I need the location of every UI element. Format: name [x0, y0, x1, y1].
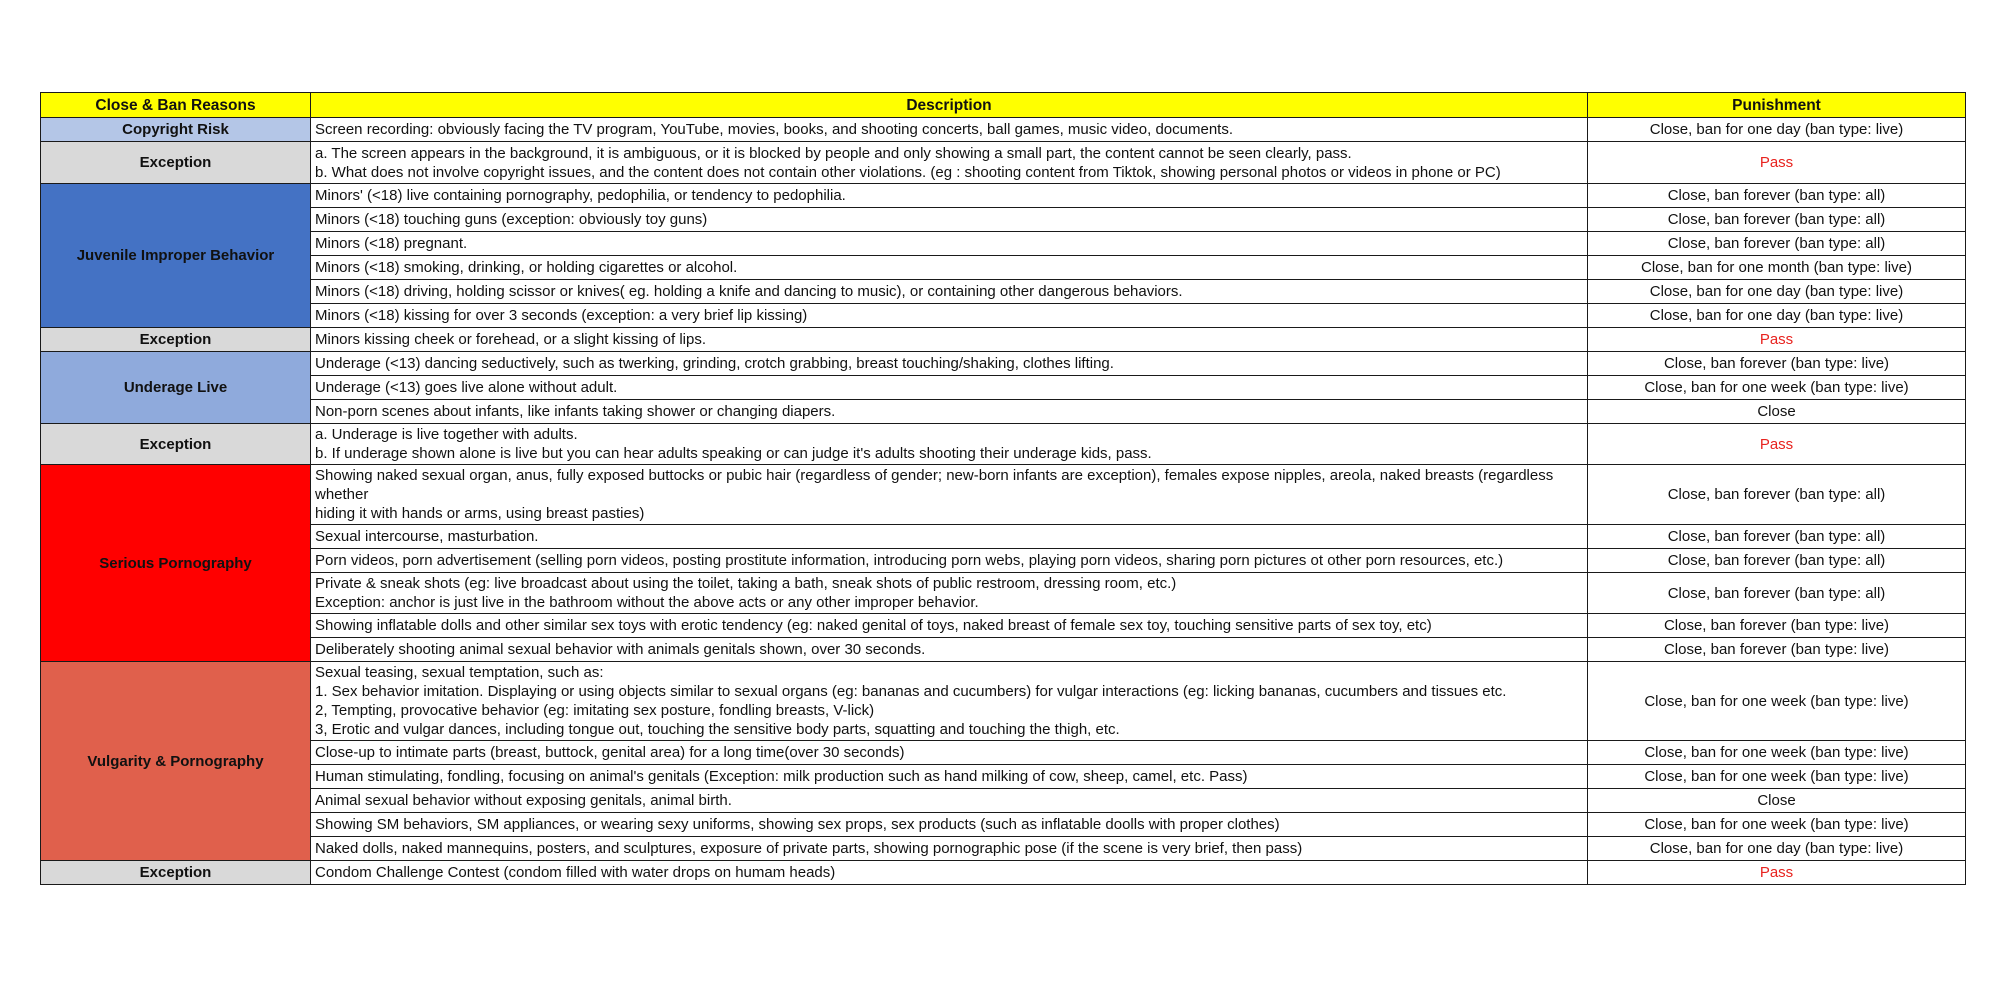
row-punishment: Close, ban forever (ban type: all): [1588, 549, 1966, 573]
row-description: [311, 142, 1588, 184]
table-row: [41, 118, 1966, 142]
row-punishment: Close, ban forever (ban type: all): [1588, 208, 1966, 232]
description-line: Underage (<13) goes live alone without adult.: [315, 379, 618, 396]
row-punishment: Close, ban for one week (ban type: live): [1588, 765, 1966, 789]
row-description: [311, 525, 1588, 549]
description-line: Minors' (<18) live containing pornography, pedophilia, or tendency to pedophilia.: [315, 187, 846, 204]
description-line: Condom Challenge Contest (condom filled with water drops on humam heads): [315, 864, 836, 881]
reason-juvenile-improper-behavior: Juvenile Improper Behavior: [41, 184, 311, 328]
row-punishment: Close, ban for one day (ban type: live): [1588, 280, 1966, 304]
row-punishment: Close, ban forever (ban type: all): [1588, 525, 1966, 549]
row-description: [311, 184, 1588, 208]
row-description: [311, 837, 1588, 861]
table-row: [41, 142, 1966, 184]
table-row: [41, 424, 1966, 465]
description-line: Sexual teasing, sexual temptation, such as:: [315, 664, 604, 681]
description-line: Naked dolls, naked mannequins, posters, and sculptures, exposure of private parts, showing pornographic pose (if the scene is very brief, then pass): [315, 840, 1303, 857]
table-row: [41, 765, 1966, 789]
table-row: [41, 352, 1966, 376]
table-row: [41, 789, 1966, 813]
table-row: [41, 614, 1966, 638]
description-line: Human stimulating, fondling, focusing on animal's genitals (Exception: milk production such as hand milking of cow, sheep, camel, etc. Pass): [315, 768, 1248, 785]
row-description: [311, 424, 1588, 465]
row-punishment: Close, ban forever (ban type: live): [1588, 614, 1966, 638]
row-description: [311, 400, 1588, 424]
header-punishment: Punishment: [1588, 93, 1966, 118]
table-row: [41, 741, 1966, 765]
header-description: Description: [311, 93, 1588, 118]
description-line: Underage (<13) dancing seductively, such as twerking, grinding, crotch grabbing, breast touching/shaking, clothes lifting.: [315, 355, 1114, 372]
reason-copyright-risk: Copyright Risk: [41, 118, 311, 142]
description-line: a. The screen appears in the background, it is ambiguous, or it is blocked by people and only showing a small part, the content cannot be seen clearly, pass.: [315, 144, 1352, 162]
row-description: [311, 376, 1588, 400]
description-line: Minors (<18) smoking, drinking, or holding cigarettes or alcohol.: [315, 259, 738, 276]
row-description: [311, 352, 1588, 376]
table-row: [41, 304, 1966, 328]
row-punishment: Pass: [1588, 861, 1966, 885]
reason-exception: Exception: [41, 861, 311, 885]
row-punishment: Pass: [1588, 328, 1966, 352]
row-description: [311, 638, 1588, 662]
table-row: [41, 208, 1966, 232]
row-description: [311, 549, 1588, 573]
description-line: Exception: anchor is just live in the bathroom without the above acts or any other improper behavior.: [315, 594, 979, 611]
table-row: [41, 525, 1966, 549]
row-description: [311, 256, 1588, 280]
description-line: 2, Tempting, provocative behavior (eg: imitating sex posture, fondling breasts, V-lick): [315, 702, 875, 719]
row-description: [311, 813, 1588, 837]
table-row: [41, 400, 1966, 424]
table-row: [41, 256, 1966, 280]
row-description: [311, 741, 1588, 765]
row-punishment: Close, ban forever (ban type: all): [1588, 184, 1966, 208]
row-punishment: Close, ban forever (ban type: all): [1588, 465, 1966, 525]
row-description: [311, 662, 1588, 741]
row-punishment: Close, ban for one month (ban type: live): [1588, 256, 1966, 280]
row-punishment: Close, ban for one week (ban type: live): [1588, 741, 1966, 765]
description-line: Showing naked sexual organ, anus, fully exposed buttocks or pubic hair (regardless of gender; new-born infants are exception), females expose nipples, areola, naked breasts (regardless whether: [315, 467, 1554, 503]
description-line: Animal sexual behavior without exposing genitals, animal birth.: [315, 792, 732, 809]
description-line: Close-up to intimate parts (breast, buttock, genital area) for a long time(over 30 seconds): [315, 744, 905, 761]
description-line: Minors (<18) pregnant.: [315, 235, 468, 252]
table-row: [41, 861, 1966, 885]
description-line: Minors (<18) touching guns (exception: obviously toy guns): [315, 211, 708, 228]
reason-exception: Exception: [41, 142, 311, 184]
description-line: Deliberately shooting animal sexual behavior with animals genitals shown, over 30 seconds.: [315, 641, 926, 658]
header-row: [41, 93, 1966, 118]
row-description: [311, 304, 1588, 328]
description-line: 1. Sex behavior imitation. Displaying or using objects similar to sexual organs (eg: bananas and cucumbers) for vulgar interactions (eg: licking bananas, cucumbers and tissues etc.: [315, 683, 1507, 700]
row-punishment: Close: [1588, 400, 1966, 424]
row-punishment: Close, ban forever (ban type: live): [1588, 352, 1966, 376]
reason-serious-pornography: Serious Pornography: [41, 465, 311, 662]
description-line: Porn videos, porn advertisement (selling porn videos, posting prostitute information, introducing porn webs, playing porn videos, sharing porn pictures ot other porn resources, etc.): [315, 552, 1504, 569]
policy-table: [40, 92, 1966, 885]
row-punishment: Pass: [1588, 142, 1966, 184]
row-description: [311, 232, 1588, 256]
reason-vulgarity-pornography: Vulgarity & Pornography: [41, 662, 311, 861]
table-row: [41, 837, 1966, 861]
table-row: [41, 465, 1966, 525]
description-line: b. What does not involve copyright issues, and the content does not contain other violations. (eg : shooting content from Tiktok, showing personal photos or videos in phone or PC): [315, 163, 1501, 181]
reason-underage-live: Underage Live: [41, 352, 311, 424]
description-line: Minors (<18) kissing for over 3 seconds (exception: a very brief lip kissing): [315, 307, 808, 324]
row-punishment: Close, ban for one day (ban type: live): [1588, 304, 1966, 328]
row-description: [311, 765, 1588, 789]
description-line: Minors (<18) driving, holding scissor or knives( eg. holding a knife and dancing to music), or containing other dangerous behaviors.: [315, 283, 1183, 300]
row-punishment: Close, ban for one week (ban type: live): [1588, 376, 1966, 400]
row-description: [311, 614, 1588, 638]
description-line: Showing SM behaviors, SM appliances, or wearing sexy uniforms, showing sex props, sex products (such as inflatable doolls with proper clothes): [315, 816, 1280, 833]
table-row: [41, 813, 1966, 837]
reason-exception: Exception: [41, 328, 311, 352]
description-line: Minors kissing cheek or forehead, or a slight kissing of lips.: [315, 331, 707, 348]
row-description: [311, 118, 1588, 142]
table-row: [41, 638, 1966, 662]
row-punishment: Close, ban for one day (ban type: live): [1588, 118, 1966, 142]
row-punishment: Close, ban forever (ban type: all): [1588, 573, 1966, 614]
row-punishment: Close, ban for one week (ban type: live): [1588, 662, 1966, 741]
description-line: b. If underage shown alone is live but you can hear adults speaking or can judge it's adults shooting their underage kids, pass.: [315, 445, 1152, 462]
row-description: [311, 328, 1588, 352]
table-row: [41, 328, 1966, 352]
description-line: Showing inflatable dolls and other similar sex toys with erotic tendency (eg: naked genital of toys, naked breast of female sex toy, touching sensitive parts of sex toy, etc): [315, 617, 1432, 634]
description-line: 3, Erotic and vulgar dances, including tongue out, touching the sensitive body parts, squatting and touching the thigh, etc.: [315, 721, 1120, 738]
table-row: [41, 573, 1966, 614]
header-reason: Close & Ban Reasons: [41, 93, 311, 118]
description-line: Private & sneak shots (eg: live broadcast about using the toilet, taking a bath, sneak shots of public restroom, dressing room, etc.): [315, 575, 1177, 592]
row-description: [311, 280, 1588, 304]
table-row: [41, 184, 1966, 208]
row-punishment: Close, ban forever (ban type: all): [1588, 232, 1966, 256]
table-row: [41, 280, 1966, 304]
row-punishment: Close, ban for one week (ban type: live): [1588, 813, 1966, 837]
description-line: Screen recording: obviously facing the TV program, YouTube, movies, books, and shooting concerts, ball games, music video, documents.: [315, 121, 1233, 138]
description-line: Sexual intercourse, masturbation.: [315, 528, 539, 545]
description-line: hiding it with hands or arms, using breast pasties): [315, 505, 645, 522]
row-punishment: Close, ban for one day (ban type: live): [1588, 837, 1966, 861]
reason-exception: Exception: [41, 424, 311, 465]
row-description: [311, 789, 1588, 813]
table-row: [41, 232, 1966, 256]
row-punishment: Close, ban forever (ban type: live): [1588, 638, 1966, 662]
table-row: [41, 662, 1966, 741]
row-description: [311, 465, 1588, 525]
row-description: [311, 208, 1588, 232]
description-line: Non-porn scenes about infants, like infants taking shower or changing diapers.: [315, 403, 836, 420]
description-line: a. Underage is live together with adults.: [315, 426, 578, 443]
row-punishment: Pass: [1588, 424, 1966, 465]
table-row: [41, 376, 1966, 400]
row-description: [311, 861, 1588, 885]
row-punishment: Close: [1588, 789, 1966, 813]
row-description: [311, 573, 1588, 614]
table-row: [41, 549, 1966, 573]
